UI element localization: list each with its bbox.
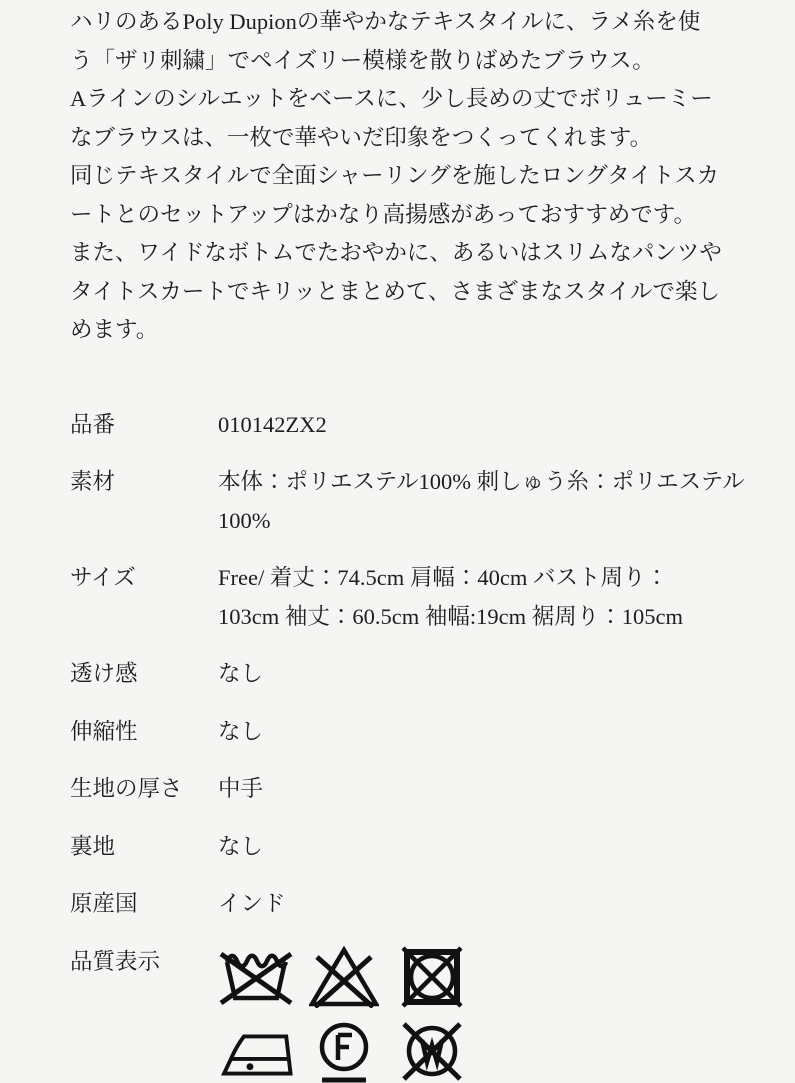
spec-value-line: 103cm 袖丈：60.5cm 袖幅:19cm 裾周り：105cm <box>218 603 683 629</box>
spec-value-size <box>218 559 745 636</box>
description-line: タイトスカートでキリッとまとめて、さまざまなスタイルで楽し <box>70 278 721 304</box>
do-not-bleach-icon <box>306 946 382 1008</box>
description-line: う「ザリ刺繍」でペイズリー模様を散りばめたブラウス。 <box>70 47 655 73</box>
spec-value-sheerness: なし <box>218 661 264 686</box>
spec-value-line: 100% <box>218 507 271 533</box>
description-line: また、ワイドなボトムでたおやかに、あるいはスリムなパンツや <box>70 240 722 265</box>
spec-value-line: Free/ 着丈：74.5cm 肩幅：40cm バスト周り： <box>218 565 668 590</box>
dry-clean-petroleum-F-gentle-icon <box>306 1021 382 1083</box>
description-line: ートとのセットアップはかなり高揚感があっておすすめです。 <box>70 201 696 227</box>
spec-value-lining: なし <box>218 833 264 859</box>
do-not-wash-icon <box>218 946 294 1008</box>
spec-value-material <box>218 463 745 540</box>
spec-label-fabric-thickness: 生地の厚さ <box>70 776 183 801</box>
spec-label-care-labels: 品質表示 <box>70 948 161 974</box>
description-line: Aラインのシルエットをベースに、少し長めの丈でボリューミー <box>70 86 713 111</box>
spec-value-stretch: なし <box>218 718 264 744</box>
spec-value-line: 本体：ポリエステル100% 刺しゅう糸：ポリエステル <box>218 469 745 494</box>
iron-low-one-dot-icon <box>218 1021 294 1083</box>
spec-value-care-labels <box>218 943 745 1083</box>
spec-value-fabric-thickness: 中手 <box>218 776 264 801</box>
care-symbols-grid <box>218 943 745 1083</box>
do-not-tumble-dry-icon <box>394 946 470 1008</box>
description-line: 同じテキスタイルで全面シャーリングを施したロングタイトスカ <box>70 163 720 188</box>
product-description <box>70 3 725 350</box>
spec-value-country-of-origin: インド <box>218 891 286 916</box>
spec-label-material: 素材 <box>70 469 116 494</box>
spec-label-item-number: 品番 <box>70 411 116 437</box>
spec-table <box>70 406 745 1083</box>
spec-label-stretch: 伸縮性 <box>70 718 138 744</box>
product-detail-page <box>70 3 745 1083</box>
do-not-wet-clean-icon <box>394 1021 470 1083</box>
description-line: ハリのあるPoly Dupionの華やかなテキスタイルに、ラメ糸を使 <box>70 9 701 34</box>
spec-label-size: サイズ <box>70 565 136 590</box>
spec-label-lining: 裏地 <box>70 833 116 859</box>
spec-label-sheerness: 透け感 <box>70 661 138 686</box>
description-line: めます。 <box>70 317 159 342</box>
spec-label-country-of-origin: 原産国 <box>70 891 138 916</box>
spec-value-item-number: 010142ZX2 <box>218 411 327 437</box>
description-line: なブラウスは、一枚で華やいだ印象をつくってくれます。 <box>70 124 653 150</box>
